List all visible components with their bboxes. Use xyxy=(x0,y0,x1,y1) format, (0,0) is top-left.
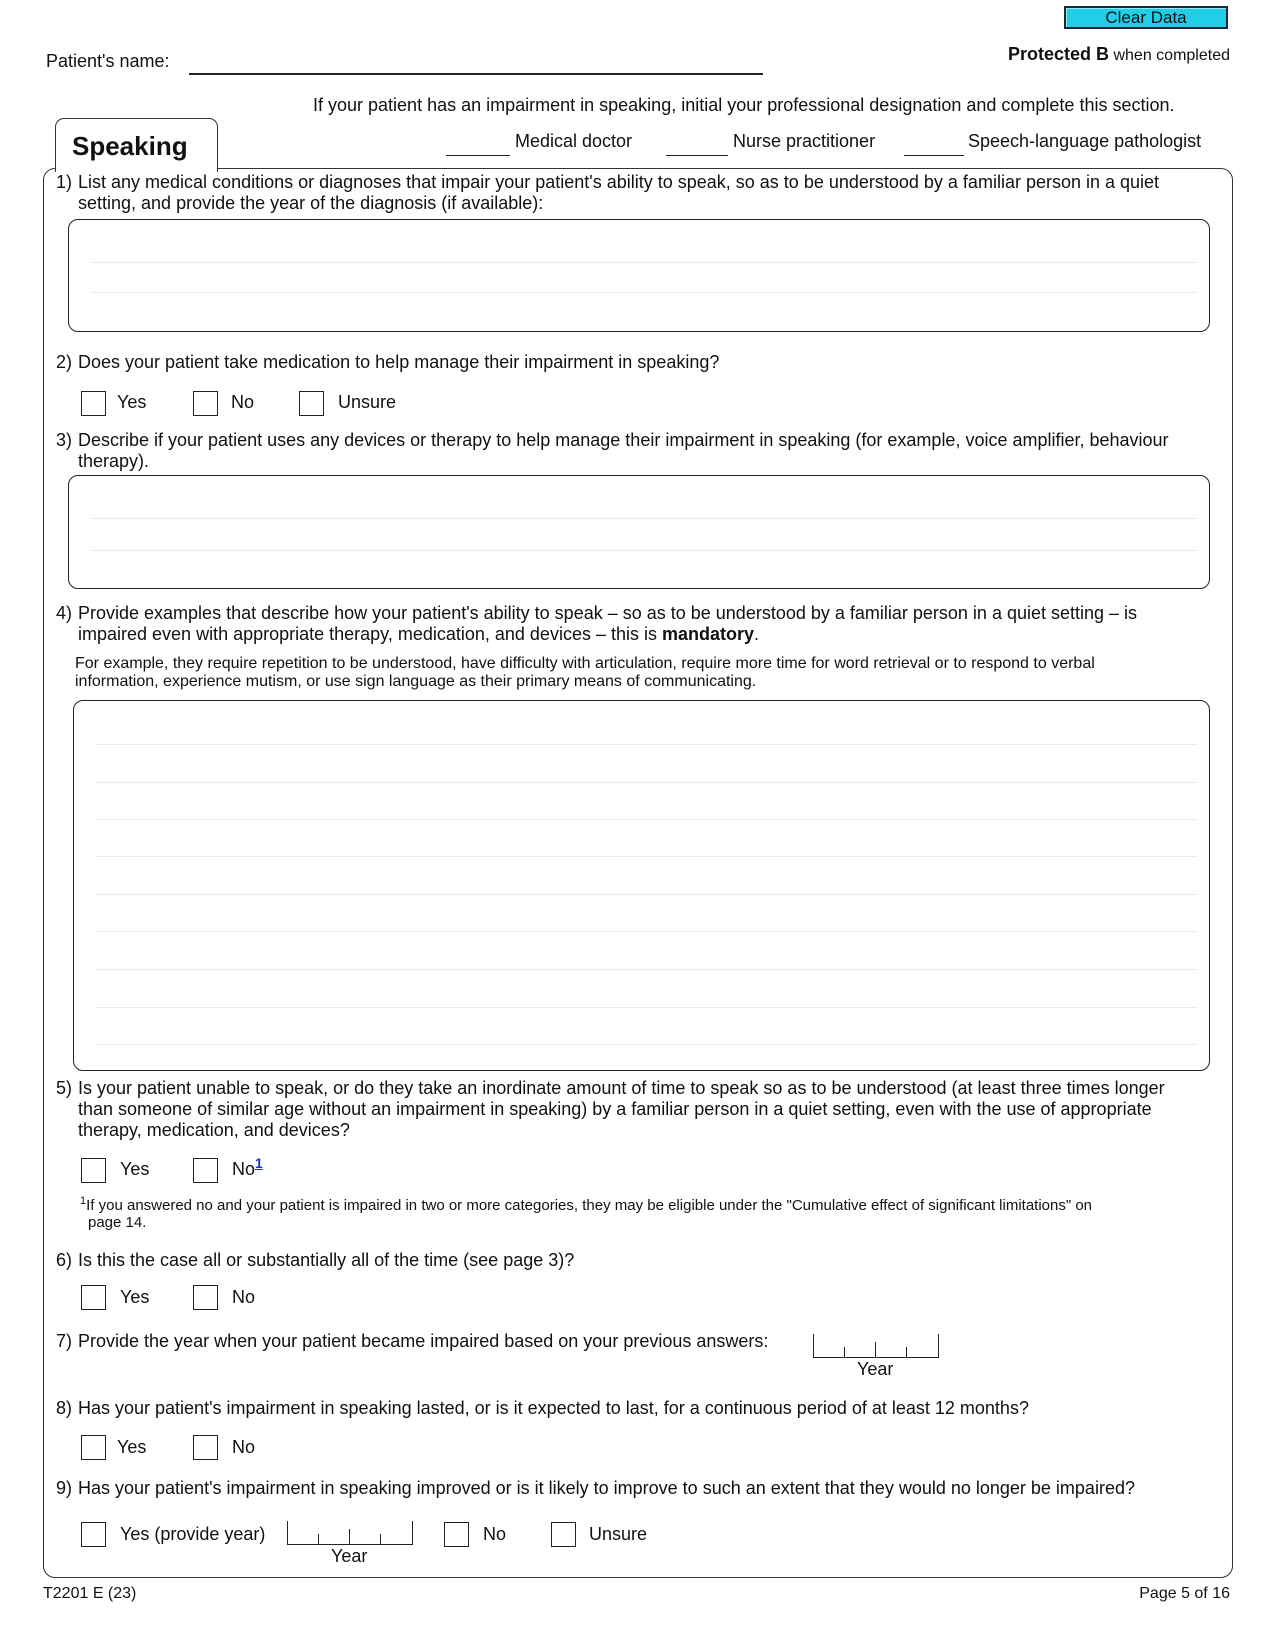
patient-name-label: Patient's name: xyxy=(46,51,170,71)
q9-unsure-checkbox[interactable] xyxy=(551,1522,576,1547)
initial-field-nurse-practitioner[interactable] xyxy=(666,155,728,156)
q9-no-checkbox[interactable] xyxy=(444,1522,469,1547)
footnote-1-link[interactable]: 1 xyxy=(255,1155,263,1171)
page-number: Page 5 of 16 xyxy=(1139,1585,1230,1602)
q3-answer-textarea[interactable] xyxy=(68,475,1210,589)
q6-yes-checkbox[interactable] xyxy=(81,1285,106,1310)
question-7 xyxy=(56,1331,768,1352)
question-number: 6) xyxy=(56,1250,73,1270)
question-text: Does your patient take medication to help manage their impairment in speaking? xyxy=(78,352,720,372)
patient-name-field[interactable] xyxy=(189,73,763,75)
section-tab xyxy=(55,118,218,172)
question-number: 2) xyxy=(56,352,73,372)
question-number: 5) xyxy=(56,1078,73,1098)
q2-no-checkbox[interactable] xyxy=(193,391,218,416)
q4-answer-textarea[interactable] xyxy=(73,700,1210,1071)
q6-no-label: No xyxy=(232,1287,256,1307)
q7-year-field[interactable] xyxy=(813,1334,939,1358)
question-text: therapy, medication, and devices? xyxy=(78,1120,350,1140)
initial-field-speech-language-pathologist[interactable] xyxy=(904,155,964,156)
q8-no-label: No xyxy=(232,1437,256,1457)
form-identifier: T2201 E (23) xyxy=(43,1585,137,1602)
q2-yes-label: Yes xyxy=(117,392,147,412)
protected-b-suffix: when completed xyxy=(1109,47,1230,64)
question-text: setting, and provide the year of the diagnosis (if available): xyxy=(78,193,544,213)
question-2 xyxy=(56,352,719,373)
q2-unsure-label: Unsure xyxy=(338,392,397,412)
question-3 xyxy=(56,430,1169,472)
question-number: 3) xyxy=(56,430,73,450)
question-number: 8) xyxy=(56,1398,73,1418)
clear-data-button[interactable]: Clear Data xyxy=(1064,6,1228,29)
q5-no-label: No$^1$ xyxy=(232,1155,263,1179)
section-title: Speaking xyxy=(72,131,188,161)
designation-nurse-practitioner: Nurse practitioner xyxy=(733,131,876,151)
question-text: impaired even with appropriate therapy, medication, and devices – this is mandatory. xyxy=(78,624,760,644)
question-text: List any medical conditions or diagnoses that impair your patient's ability to speak, so as to be understood by a familiar person in a quiet xyxy=(78,172,1160,192)
footnote-1: $^1$If you answered no and your patient is impaired in two or more categories, they may be eligible under the "Cumulative effect of significant limitations" on page 14. xyxy=(80,1195,1093,1231)
q7-year-label: Year xyxy=(857,1359,894,1379)
q9-yes-checkbox[interactable] xyxy=(81,1522,106,1547)
q1-answer-textarea[interactable] xyxy=(68,219,1210,332)
footnote-marker: 1 xyxy=(80,1195,87,1207)
section-instruction: If your patient has an impairment in speaking, initial your professional designation and complete this section. xyxy=(313,95,1175,115)
q2-unsure-checkbox[interactable] xyxy=(299,391,324,416)
designation-speech-language-pathologist: Speech-language pathologist xyxy=(968,131,1202,151)
q8-no-checkbox[interactable] xyxy=(193,1435,218,1460)
question-number: 1) xyxy=(56,172,73,192)
q5-no-checkbox[interactable] xyxy=(193,1158,218,1183)
q2-no-label: No xyxy=(231,392,255,412)
question-1 xyxy=(56,172,1159,214)
question-number: 4) xyxy=(56,603,73,623)
q4-example-text: For example, they require repetition to be understood, have difficulty with articulation, require more time for word retrieval or to respond to verbal information, experience mutism, or use sign language as their primary means of communicating. xyxy=(75,655,1095,690)
question-text: therapy). xyxy=(78,451,150,471)
question-6 xyxy=(56,1250,574,1271)
question-text: Has your patient's impairment in speaking improved or is it likely to improve to such an extent that they would no longer be impaired? xyxy=(78,1478,1135,1498)
question-4 xyxy=(56,603,1137,645)
protected-b-notice xyxy=(1008,44,1230,65)
question-text: Provide the year when your patient became impaired based on your previous answers: xyxy=(78,1331,769,1351)
question-text: than someone of similar age without an impairment in speaking) by a familiar person in a quiet setting, even with the use of appropriate xyxy=(78,1099,1152,1119)
q9-year-field[interactable] xyxy=(287,1521,413,1545)
q9-unsure-label: Unsure xyxy=(589,1524,648,1544)
question-9 xyxy=(56,1478,1135,1499)
q6-yes-label: Yes xyxy=(120,1287,150,1307)
q6-no-checkbox[interactable] xyxy=(193,1285,218,1310)
q9-year-label: Year xyxy=(331,1546,368,1566)
protected-b-label: Protected B xyxy=(1008,44,1110,64)
mandatory-label: mandatory xyxy=(661,624,755,644)
question-5 xyxy=(56,1078,1165,1141)
q9-no-label: No xyxy=(483,1524,507,1544)
question-text: Is this the case all or substantially all of the time (see page 3)? xyxy=(78,1250,575,1270)
q8-yes-label: Yes xyxy=(117,1437,147,1457)
designation-medical-doctor: Medical doctor xyxy=(515,131,633,151)
q5-yes-label: Yes xyxy=(120,1159,150,1179)
question-text: Provide examples that describe how your patient's ability to speak – so as to be understood by a familiar person in a quiet setting – is xyxy=(78,603,1138,623)
question-text: Describe if your patient uses any devices or therapy to help manage their impairment in speaking (for example, voice amplifier, behaviour xyxy=(78,430,1169,450)
question-8 xyxy=(56,1398,1029,1419)
question-number: 9) xyxy=(56,1478,73,1498)
initial-field-medical-doctor[interactable] xyxy=(446,155,510,156)
q8-yes-checkbox[interactable] xyxy=(81,1435,106,1460)
question-number: 7) xyxy=(56,1331,73,1351)
q2-yes-checkbox[interactable] xyxy=(81,391,106,416)
q5-yes-checkbox[interactable] xyxy=(81,1158,106,1183)
q9-yes-label: Yes (provide year) xyxy=(120,1524,266,1544)
question-text: Has your patient's impairment in speaking lasted, or is it expected to last, for a continuous period of at least 12 months? xyxy=(78,1398,1029,1418)
question-text: Is your patient unable to speak, or do they take an inordinate amount of time to speak so as to be understood (at least three times longer xyxy=(78,1078,1165,1098)
